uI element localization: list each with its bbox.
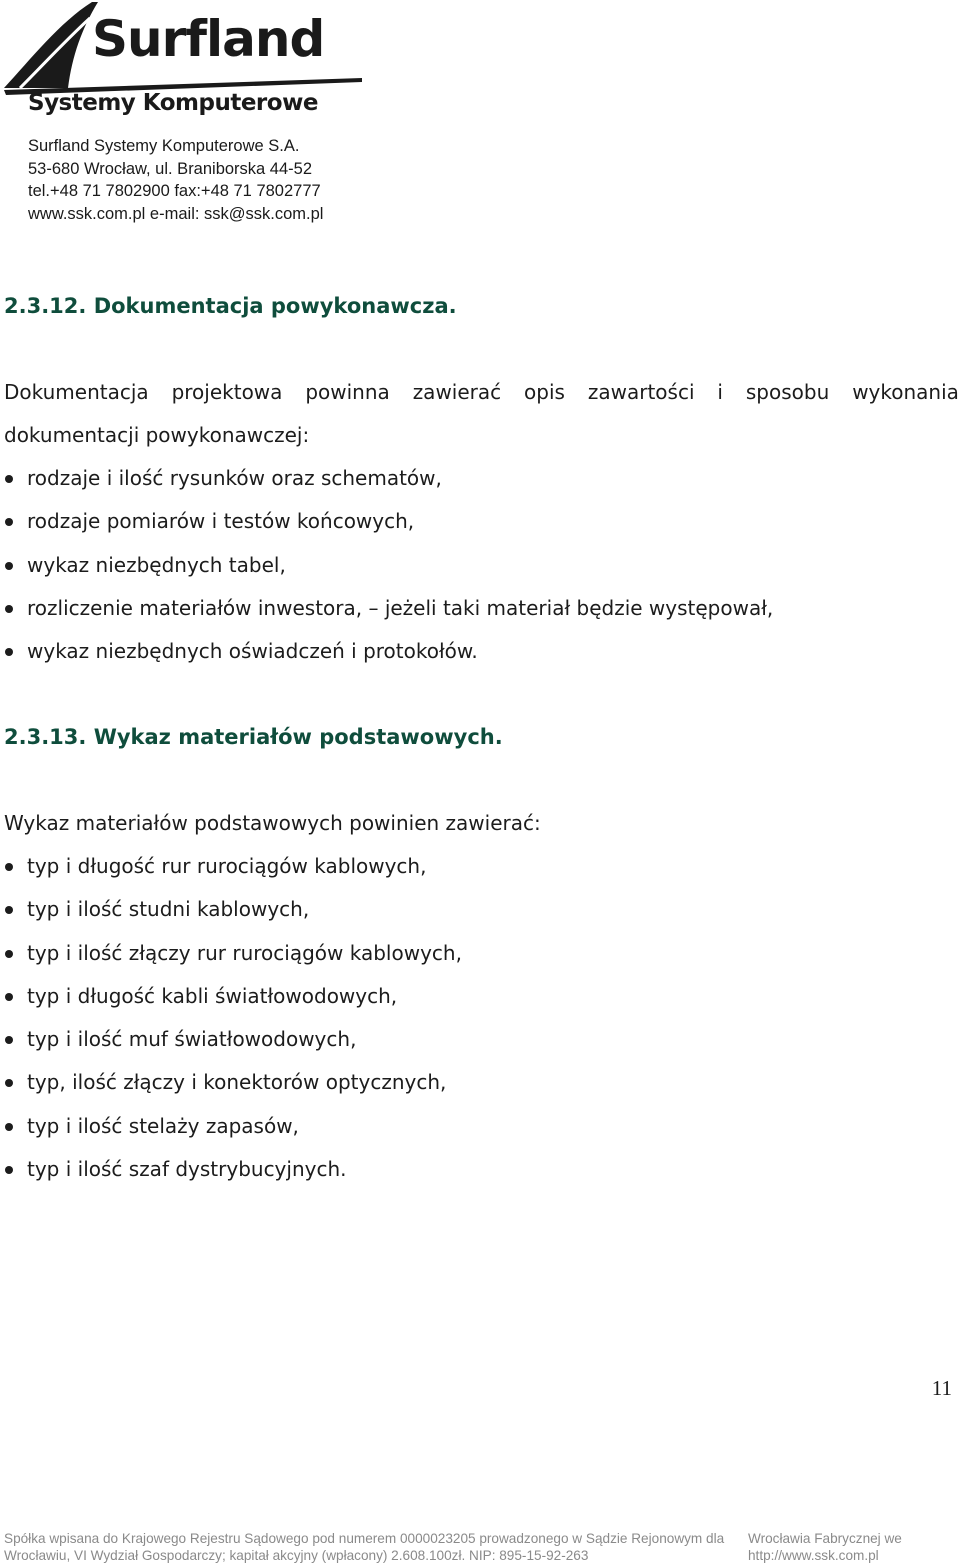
bullet-icon	[5, 605, 13, 613]
section-heading-2-3-13: 2.3.13. Wykaz materiałów podstawowych.	[4, 725, 503, 749]
company-web-email: www.ssk.com.pl e-mail: ssk@ssk.com.pl	[28, 204, 324, 223]
list-item-text: typ i ilość złączy rur rurociągów kablowych,	[27, 940, 462, 965]
section2-intro: Wykaz materiałów podstawowych powinien zawierać:	[4, 811, 541, 835]
list-item-text: typ i ilość szaf dystrybucyjnych.	[27, 1157, 347, 1182]
legal-footer	[4, 1530, 956, 1564]
section2-bullet-list	[0, 856, 462, 1202]
list-item	[0, 1159, 462, 1202]
footer-registration-text: Spółka wpisana do Krajowego Rejestru Sądowego pod numerem 0000023205 prowadzonego w Sądzie Rejonowym dla	[4, 1531, 725, 1546]
list-item	[0, 641, 773, 684]
list-item-text: wykaz niezbędnych oświadczeń i protokołów.	[27, 639, 478, 664]
list-item	[0, 595, 774, 641]
intro-word: zawierać	[412, 380, 502, 404]
footer-row	[4, 1530, 956, 1547]
list-item	[0, 856, 462, 899]
section1-intro-line2: dokumentacji powykonawczej:	[4, 423, 310, 447]
list-item-text: typ i ilość stelaży zapasów,	[27, 1113, 299, 1138]
logo-brand-text: Surfland	[92, 10, 325, 68]
list-item-text: rodzaje i ilość rysunków oraz schematów,	[27, 466, 442, 490]
bullet-icon	[5, 648, 13, 656]
company-address: 53-680 Wrocław, ul. Braniborska 44-52	[28, 159, 313, 178]
list-item	[0, 1029, 462, 1072]
list-item	[0, 940, 462, 986]
list-item	[0, 1072, 462, 1115]
bullet-icon	[5, 562, 13, 570]
intro-word: sposobu	[745, 380, 830, 404]
list-item-text: typ i ilość studni kablowych,	[27, 897, 310, 922]
footer-capital-text: Wrocławiu, VI Wydział Gospodarczy; kapitał akcyjny (wpłacony) 2.608.100zł. NIP: 895-15-92-263	[4, 1548, 589, 1563]
intro-word: powinna	[305, 380, 390, 404]
section-heading-2-3-12: 2.3.12. Dokumentacja powykonawcza.	[4, 294, 457, 318]
list-item	[0, 468, 773, 511]
section1-intro-line1	[4, 382, 959, 402]
bullet-icon	[5, 1036, 13, 1044]
list-item-text: rozliczenie materiałów inwestora, – jeżeli taki materiał będzie występował,	[27, 595, 774, 620]
intro-word: projektowa	[171, 380, 283, 404]
intro-word: i	[717, 380, 723, 404]
list-item-text: wykaz niezbędnych tabel,	[27, 552, 286, 577]
company-contact-block	[28, 135, 323, 225]
list-item	[0, 1113, 462, 1159]
bullet-icon	[5, 475, 13, 483]
list-item	[0, 899, 462, 942]
bullet-icon	[5, 1166, 13, 1174]
list-item	[0, 983, 462, 1029]
section1-bullet-list	[0, 468, 773, 684]
company-phone: tel.+48 71 7802900 fax:+48 71 7802777	[28, 182, 321, 200]
page-number: 11	[931, 1376, 952, 1400]
intro-word: opis	[524, 380, 565, 404]
bullet-icon	[5, 950, 13, 958]
intro-word: wykonania	[852, 380, 959, 404]
footer-website-link[interactable]: http://www.ssk.com.pl	[748, 1548, 879, 1563]
bullet-icon	[5, 1123, 13, 1131]
footer-row	[4, 1547, 956, 1564]
list-item-text: typ i ilość muf światłowodowych,	[27, 1027, 357, 1052]
list-item-text: typ i długość kabli światłowodowych,	[27, 983, 398, 1008]
list-item	[0, 552, 773, 598]
intro-word: zawartości	[587, 380, 695, 404]
logo-subtitle: Systemy Komputerowe	[28, 90, 318, 116]
bullet-icon	[5, 863, 13, 871]
bullet-icon	[5, 993, 13, 1001]
letterhead	[0, 0, 380, 230]
list-item-text: typ, ilość złączy i konektorów optycznych,	[27, 1070, 447, 1095]
list-item-text: typ i długość rur rurociągów kablowych,	[27, 854, 427, 878]
company-name: Surfland Systemy Komputerowe S.A.	[28, 137, 300, 155]
intro-word: Dokumentacja	[4, 380, 149, 404]
bullet-icon	[5, 1079, 13, 1087]
footer-court-text: Wrocławia Fabrycznej we	[748, 1531, 902, 1546]
bullet-icon	[5, 518, 13, 526]
list-item-text: rodzaje pomiarów i testów końcowych,	[27, 509, 415, 534]
bullet-icon	[5, 906, 13, 914]
list-item	[0, 511, 773, 554]
